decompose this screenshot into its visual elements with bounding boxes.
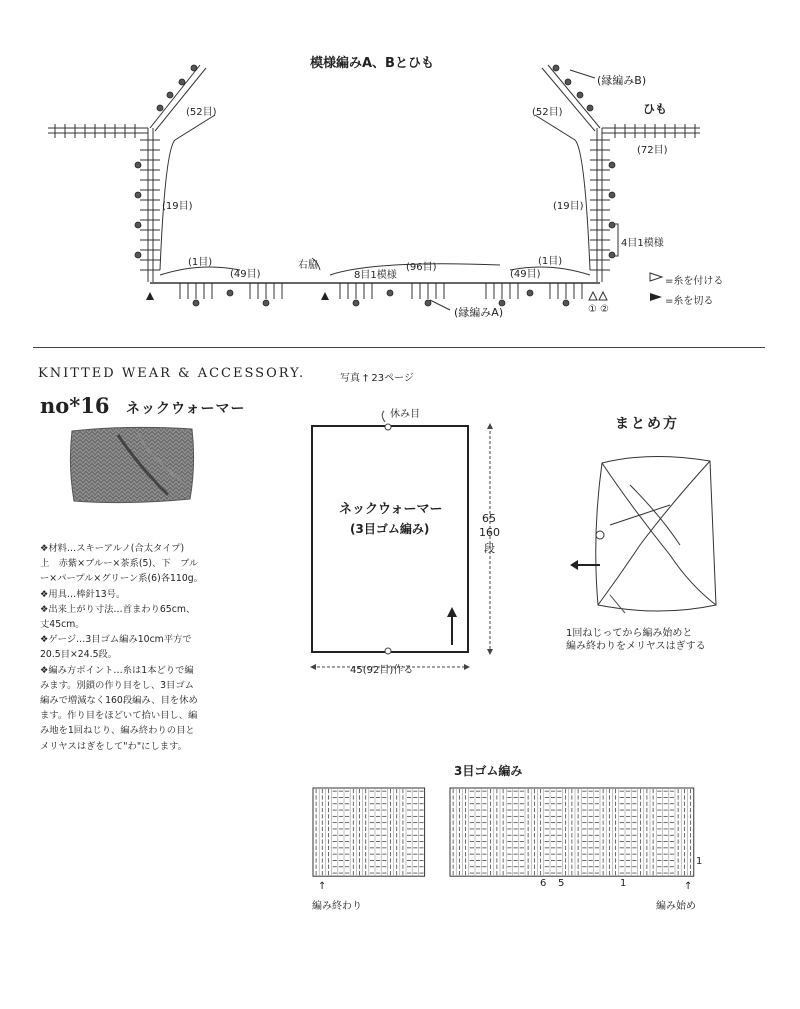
- end-arrow: ↑: [318, 881, 327, 892]
- neck-warmer-photo: [68, 425, 198, 505]
- right-72-label: (72目): [637, 145, 668, 156]
- left-1-label: (1目): [188, 257, 213, 268]
- tools-line: ❖用具…棒針13号。: [40, 588, 126, 600]
- start-arrow: ↑: [684, 881, 693, 892]
- chart-title: 3目ゴム編み: [454, 764, 523, 778]
- start-label: 編み始め: [656, 901, 696, 912]
- height-rows: 160: [479, 526, 500, 539]
- finishing-title: まとめ方: [615, 416, 679, 432]
- tie-label: ひも: [643, 102, 668, 116]
- right-1-label: (1目): [538, 256, 563, 267]
- size-line: ❖出来上がり寸法…首まわり65cm、: [40, 603, 196, 615]
- legend-cut: =糸を切る: [665, 296, 714, 307]
- height-unit: 段: [484, 542, 495, 555]
- center-96-label: (96目): [406, 262, 437, 273]
- series-header: KNITTED WEAR & ACCESSORY.: [38, 366, 306, 381]
- schematic-title: ネックウォーマー: [339, 502, 443, 517]
- materials-line: ー×パープル×グリーン系(6)各110g。: [40, 573, 203, 585]
- finishing-drawing: [570, 445, 730, 625]
- size-line: 丈45cm。: [40, 619, 85, 631]
- finishing-note-2: 編み終わりをメリヤスはぎする: [566, 641, 706, 652]
- top-diagram-title: 模様編みA、Bとひも: [310, 56, 434, 71]
- schematic-subtitle: (3目ゴム編み): [350, 522, 430, 536]
- finishing-note-1: 1回ねじってから編み始めと: [566, 628, 693, 639]
- four-one-label: 4目1模様: [621, 238, 664, 249]
- photo-reference: 写真 † 23ページ: [340, 373, 414, 384]
- chart-row-1: 1: [696, 856, 703, 867]
- side-seam-label: 右脇: [298, 260, 318, 271]
- gauge-line: ❖ゲージ…3目ゴム編み10cm平方で: [40, 634, 192, 646]
- product-number: no*16: [40, 393, 110, 418]
- left-52-label: (52目): [186, 107, 217, 118]
- height-cm: 65: [482, 512, 496, 525]
- product-name: ネックウォーマー: [126, 401, 246, 417]
- materials-block: [40, 541, 255, 754]
- right-52-label: (52目): [532, 107, 563, 118]
- rib-chart: [305, 780, 705, 885]
- mark-2: ②: [600, 304, 609, 315]
- left-19-label: (19目): [162, 201, 193, 212]
- points-line: 編みで増減なく160段編み、目を休め: [40, 695, 198, 707]
- points-line: ❖編み方ポイント…糸は1本どりで編: [40, 664, 194, 676]
- right-49-label: (49目): [510, 269, 541, 280]
- chart-number-5: 5: [558, 878, 565, 889]
- points-line: み地を1回ねじり、編み終わりの目と: [40, 725, 195, 737]
- right-19-label: (19目): [553, 201, 584, 212]
- end-label: 編み終わり: [312, 901, 362, 912]
- points-line: メリヤスはぎをして"わ"にします。: [40, 740, 187, 752]
- chart-number-6: 6: [540, 878, 547, 889]
- left-49-label: (49目): [230, 269, 261, 280]
- mark-1: ①: [588, 304, 597, 315]
- eight-one-label: 8目1模様: [354, 270, 397, 281]
- fringe-b-label: (縁編みB): [597, 74, 647, 87]
- chart-number-1: 1: [620, 878, 627, 889]
- section-divider: [33, 347, 765, 348]
- rest-stitch-label: 休み目: [390, 409, 420, 420]
- materials-line: 上 赤紫×ブルー×茶系(5)、下 ブル: [40, 558, 199, 570]
- materials-line: ❖材料…スキーアルノ(合太タイプ): [40, 543, 185, 554]
- width-label: 45(92目)作る: [350, 665, 414, 676]
- points-line: みます。別鎖の作り目をし、3目ゴム: [40, 679, 194, 691]
- legend-attach: =糸を付ける: [665, 276, 724, 287]
- points-line: ます。作り目をほどいて拾い目し、編: [40, 710, 198, 722]
- gauge-line: 20.5目×24.5段。: [40, 649, 118, 661]
- fringe-a-label: (縁編みA): [454, 306, 504, 319]
